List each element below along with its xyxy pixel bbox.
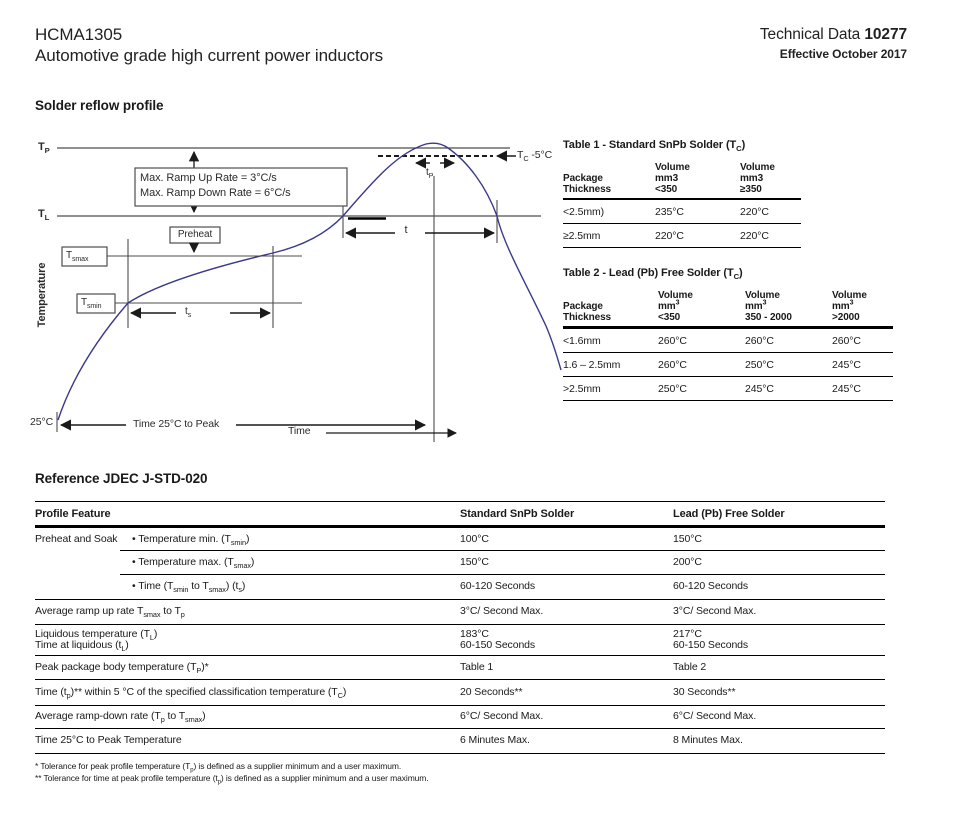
table2 (563, 267, 893, 401)
table2-header-row (563, 290, 893, 329)
cell: ≥2.5mm (563, 229, 601, 242)
cell: 260°C (832, 334, 861, 347)
table-row (35, 706, 885, 729)
cell: 6°C/ Second Max. (673, 710, 757, 723)
table-row (35, 551, 885, 575)
cell: 183°C 60-150 Seconds (460, 627, 536, 651)
table-row (563, 200, 801, 224)
ts-time-label: $t_s$ (185, 306, 192, 319)
cell: 200°C (673, 556, 702, 569)
jdec-header-row (35, 502, 885, 528)
cell: 260°C (658, 358, 687, 371)
t-time-label: t (404, 224, 408, 236)
table1-title: Table 1 - Standard SnPb Solder $(T_C)$ (563, 139, 746, 154)
table2-header-vol-lt350: Volume $mm^3$ <350 (658, 290, 693, 323)
reflow-diagram-svg (30, 128, 590, 460)
cell: 245°C (745, 382, 774, 395)
table2-title: Table 2 - Lead (Pb) Free Solder $(T_C)$ (563, 267, 743, 282)
cell: 6°C/ Second Max. (460, 710, 544, 723)
time-to-peak-label: Time 25°C to Peak (133, 418, 220, 430)
cell: Liquidous temperature $(T_L)$ Time at liquidous $(t_L)$ (35, 627, 158, 654)
header-right (760, 26, 907, 61)
cell: • Temperature min. $(T_{smin})$ (132, 532, 250, 547)
table-row (35, 625, 885, 656)
table-row (563, 224, 801, 248)
tl-label: $T_L$ (38, 208, 50, 223)
jdec-header-snpb: Standard SnPb Solder (460, 507, 575, 520)
cell: Peak package body temperature $(T_P)*$ (35, 660, 209, 675)
time-axis-label: Time (288, 425, 311, 437)
cell: 3°C/ Second Max. (460, 605, 544, 618)
cell: • Temperature max. $(T_{smax})$ (132, 556, 255, 571)
effective-date: Effective October 2017 (779, 47, 907, 61)
ramp-down-note: Max. Ramp Down Rate = 6°C/s (140, 187, 291, 199)
footnote-1: * Tolerance for peak profile temperature $(T_p)$ is defined as a supplier minimum and a user maximum. (35, 761, 402, 774)
cell: 245°C (832, 382, 861, 395)
cell: • Time ($T_{smin}$ to $T_{smax}$) $(t_s)$ (132, 580, 246, 595)
reflow-chart (30, 128, 590, 460)
cell: Preheat and Soak (35, 532, 118, 545)
cell: 1.6 – 2.5mm (563, 358, 621, 371)
jdec-header-pbfree: Lead (Pb) Free Solder (673, 507, 785, 520)
cell: 60-120 Seconds (673, 580, 749, 593)
cell: Table 2 (673, 660, 707, 673)
cell: 250°C (745, 358, 774, 371)
start-temp-label: 25°C (30, 416, 54, 428)
cell: 150°C (673, 532, 702, 545)
cell: Time 25°C to Peak Temperature (35, 734, 182, 747)
footnote-2: ** Tolerance for time at peak profile temperature $(t_p)$ is defined as a supplier minimum and a user maximum. (35, 773, 429, 786)
cell: 3°C/ Second Max. (673, 605, 757, 618)
jdec-header-feature: Profile Feature (35, 507, 111, 520)
table-row (563, 377, 893, 401)
doc-number: 10277 (864, 26, 907, 43)
table1 (563, 139, 801, 248)
cell: 220°C (740, 229, 769, 242)
product-subtitle: Automotive grade high current power inductors (35, 46, 383, 65)
cell: 20 Seconds** (460, 685, 523, 698)
cell: 245°C (832, 358, 861, 371)
preheat-label: Preheat (177, 229, 213, 240)
product-title: HCMA1305 (35, 25, 123, 44)
cell: 260°C (658, 334, 687, 347)
cell: Time $(t_p)**$ within 5 °C of the specified classification temperature $(T_C)$ (35, 685, 347, 700)
temperature-axis-label: Temperature (36, 262, 48, 328)
cell: <2.5mm) (563, 205, 605, 218)
table-row (35, 729, 885, 754)
tsmax-label: $T_{smax}$ (66, 250, 89, 263)
tp-label: $T_P$ (38, 141, 50, 156)
cell: 220°C (655, 229, 684, 242)
table-row (563, 353, 893, 377)
jdec-table (35, 501, 885, 754)
jdec-section (35, 471, 885, 754)
tc-offset-label: $T_C$ -5°C (517, 149, 553, 164)
section-title-reflow: Solder reflow profile (35, 98, 164, 113)
cell: >2.5mm (563, 382, 601, 395)
cell: 60-120 Seconds (460, 580, 536, 593)
table1-header-row (563, 162, 801, 200)
doc-label: Technical Data (759, 26, 865, 43)
cell: 30 Seconds** (673, 685, 736, 698)
cell: <1.6mm (563, 334, 601, 347)
table-row (35, 656, 885, 680)
table2-header-vol-gt2000: Volume $mm^3$ >2000 (832, 290, 867, 323)
table1-header-package: Package Thickness (563, 173, 612, 195)
ramp-up-note: Max. Ramp Up Rate = 3°C/s (140, 172, 277, 184)
table-row (35, 600, 885, 625)
cell: 260°C (745, 334, 774, 347)
cell: Table 1 (460, 660, 494, 673)
cell: 100°C (460, 532, 489, 545)
table-row (35, 575, 885, 600)
tp-time-label: $t_P$ (426, 167, 434, 180)
table-row (35, 680, 885, 706)
cell: 250°C (658, 382, 687, 395)
cell: 150°C (460, 556, 489, 569)
header-left (35, 24, 383, 66)
cell: Average ramp up rate $T_{smax}$ to $T_p$ (35, 605, 185, 620)
cell: 235°C (655, 205, 684, 218)
section-title-jdec: Reference JDEC J-STD-020 (35, 471, 208, 486)
table-row (563, 329, 893, 353)
cell: 8 Minutes Max. (673, 734, 743, 747)
cell: Average ramp-down rate ($T_p$ to $T_{smax}$) (35, 710, 206, 725)
table1-header-vol-lt350: Volume mm3 <350 (655, 162, 690, 195)
tsmin-label: $T_{smin}$ (81, 297, 102, 310)
cell: 220°C (740, 205, 769, 218)
table2-header-package: Package Thickness (563, 301, 612, 323)
cell: 6 Minutes Max. (460, 734, 530, 747)
table-row (35, 528, 885, 551)
footnotes (35, 760, 429, 784)
table2-header-vol-350-2000: Volume $mm^3$ 350 - 2000 (745, 290, 792, 323)
doc-title (760, 26, 907, 44)
cell: 217°C 60-150 Seconds (673, 627, 749, 651)
table1-header-vol-ge350: Volume mm3 ≥350 (740, 162, 775, 195)
